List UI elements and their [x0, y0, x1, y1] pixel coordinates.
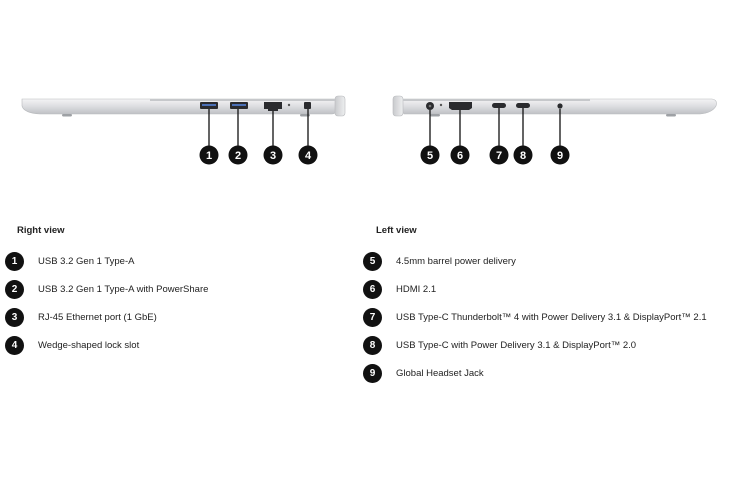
legend-item-4 — [5, 335, 139, 355]
callout-5 — [421, 146, 440, 165]
legend-label: HDMI 2.1 — [396, 283, 437, 295]
svg-text:2: 2 — [234, 150, 242, 162]
svg-text:1: 1 — [205, 150, 213, 162]
right-view-title: Right view — [17, 225, 65, 236]
legend-label: 4.5mm barrel power delivery — [396, 255, 516, 267]
legend-badge: 9 — [363, 364, 382, 383]
legend-label: USB Type-C Thunderbolt™ 4 with Power Delivery 3.1 & DisplayPort™ 2.1 — [396, 311, 707, 323]
legend-label: Global Headset Jack — [396, 367, 484, 379]
legend-badge: 2 — [5, 280, 24, 299]
legend-label: USB 3.2 Gen 1 Type-A — [38, 255, 135, 267]
callout-6 — [451, 146, 470, 165]
callout-7 — [490, 146, 509, 165]
legend-item-2 — [5, 279, 208, 299]
legend-badge: 4 — [5, 336, 24, 355]
callout-2 — [229, 146, 248, 165]
lock-slot — [304, 102, 311, 109]
callout-8 — [514, 146, 533, 165]
callout-1 — [200, 146, 219, 165]
headset-jack — [557, 103, 562, 108]
legend-badge: 8 — [363, 336, 382, 355]
legend-item-9 — [363, 363, 484, 383]
svg-text:9: 9 — [556, 150, 564, 162]
svg-text:8: 8 — [519, 150, 527, 162]
legend-label: USB 3.2 Gen 1 Type-A with PowerShare — [38, 283, 209, 295]
legend-label: RJ-45 Ethernet port (1 GbE) — [38, 311, 157, 323]
legend-badge: 3 — [5, 308, 24, 327]
laptop-side-views-figure — [0, 0, 730, 185]
legend-badge: 7 — [363, 308, 382, 327]
legend-label: USB Type-C with Power Delivery 3.1 & DisplayPort™ 2.0 — [396, 339, 637, 351]
callout-9 — [551, 146, 570, 165]
right-side-laptop-view — [22, 96, 345, 117]
usb-c-port-8 — [516, 103, 530, 108]
svg-text:4: 4 — [304, 150, 312, 162]
legend-item-1 — [5, 251, 134, 271]
callout-4 — [299, 146, 318, 165]
legend-badge: 6 — [363, 280, 382, 299]
left-view-title: Left view — [376, 225, 417, 236]
hdmi-port — [449, 102, 472, 110]
legend-label: Wedge-shaped lock slot — [38, 339, 140, 351]
svg-text:3: 3 — [269, 150, 277, 162]
svg-text:5: 5 — [426, 150, 434, 162]
legend-item-3 — [5, 307, 157, 327]
svg-text:6: 6 — [456, 150, 464, 162]
legend-item-6 — [363, 279, 436, 299]
svg-text:7: 7 — [495, 150, 503, 162]
legend-item-7 — [363, 307, 707, 327]
usb-c-port-7 — [492, 103, 506, 108]
callout-3 — [264, 146, 283, 165]
legend-item-8 — [363, 335, 636, 355]
legend-badge: 1 — [5, 252, 24, 271]
left-side-laptop-view — [393, 96, 717, 117]
legend-badge: 5 — [363, 252, 382, 271]
legend-item-5 — [363, 251, 516, 271]
